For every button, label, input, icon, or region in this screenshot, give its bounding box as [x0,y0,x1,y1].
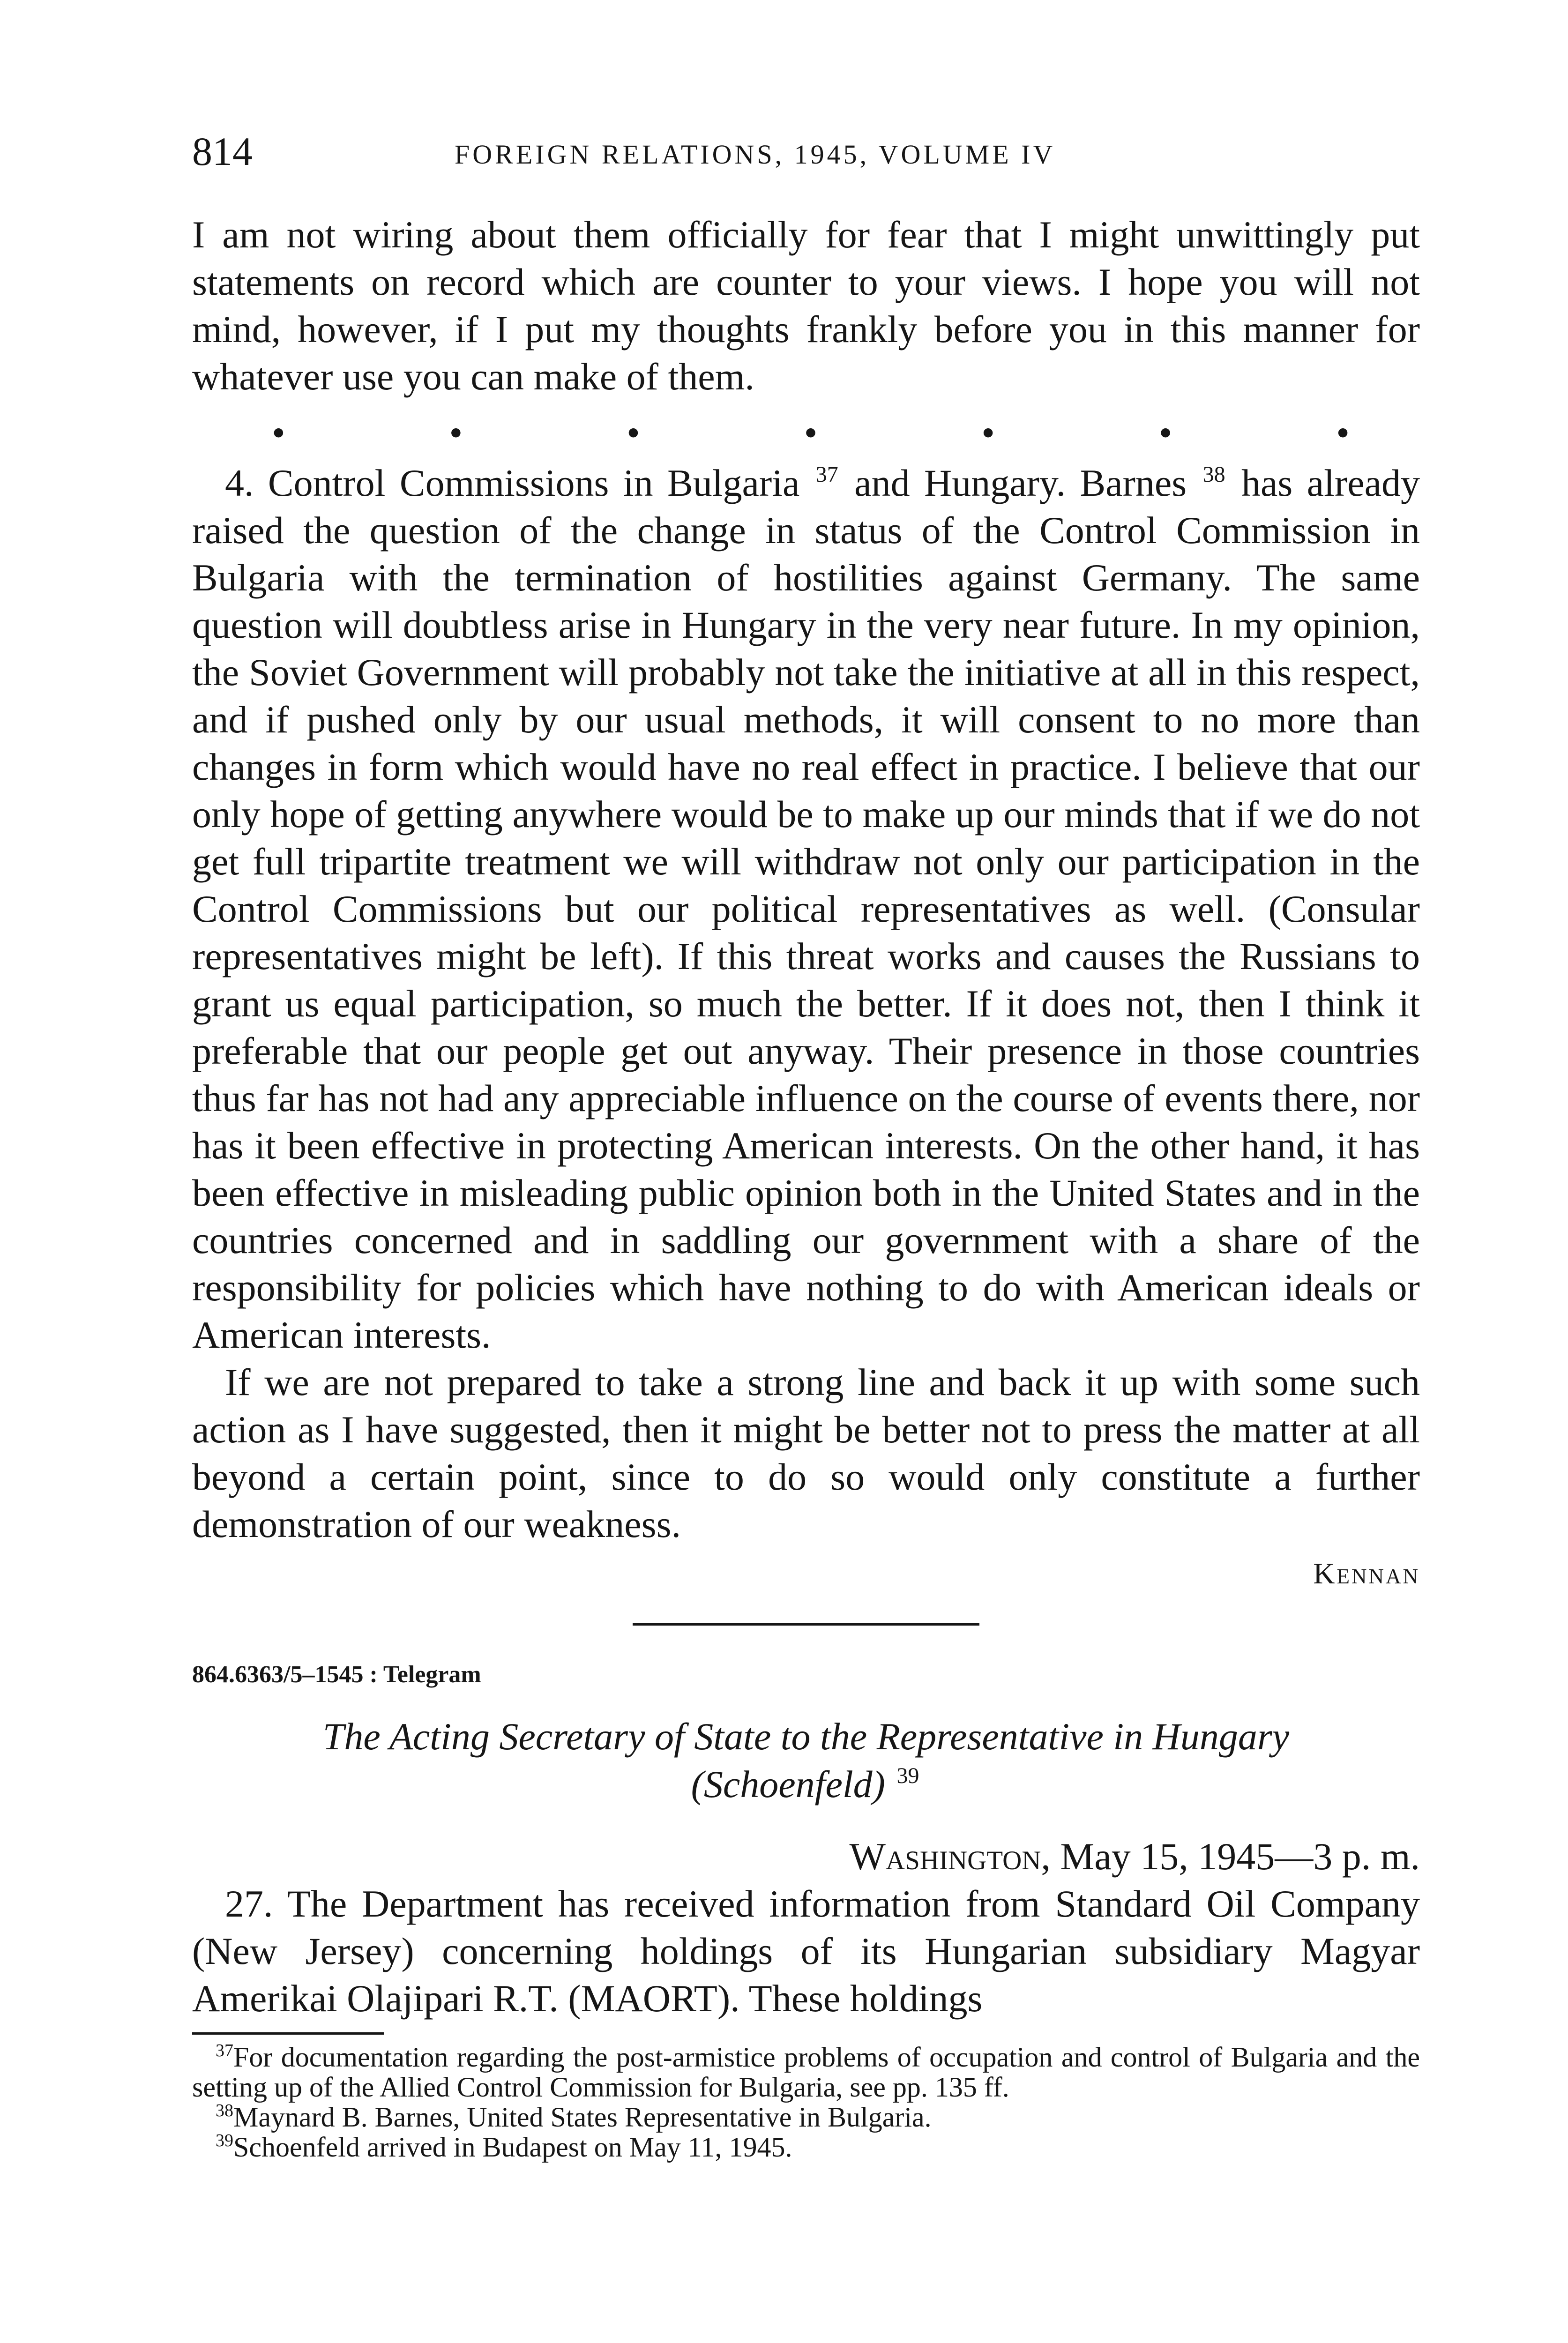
kennan-paragraph-1: I am not wiring about them officially for fear that I might unwittingly put statements on record which are counter to your views. I hope you will not mind, however, if I put my thoughts frankly before you in this manner for whatever use you can make of them. [192,213,1420,398]
telegram-paragraph-27: 27. The Department has received information from Standard Oil Company (New Jersey) concerning holdings of its Hungarian subsidiary Magyar Amerikai Olajipari R.T. (MAORT). These holdings [192,1882,1420,2020]
document-heading [192,1713,1420,1808]
footnote-ref-37: 37 [815,462,838,487]
paragraph-text: and Hungary. Barnes [854,462,1187,504]
omission-dot: • [449,411,463,454]
kennan-paragraph-control-commissions [192,459,1420,1358]
omission-dot: • [272,411,285,454]
running-head: FOREIGN RELATIONS, 1945, VOLUME IV [455,139,1056,170]
heading-line-2 [192,1761,1420,1808]
page-body [192,211,1420,2162]
signature: Kennan [1313,1557,1420,1590]
heading-addressee: (Schoenfeld) [691,1763,885,1806]
page-number: 814 [192,129,253,174]
footnote-39 [192,2132,1420,2162]
dateline [192,1833,1420,1880]
page-header [192,126,1420,177]
footnote-text: For documentation regarding the post-armistice problems of occupation and control of Bulgaria and the setting up of the Allied Control Commission for Bulgaria, see pp. 135 ff. [192,2042,1420,2103]
dateline-date: , May 15, 1945—3 p. m. [1041,1835,1420,1878]
footnote-text: Schoenfeld arrived in Budapest on May 11, 1945. [233,2132,792,2163]
footnote-37 [192,2042,1420,2102]
footnote-text: Maynard B. Barnes, United States Representative in Bulgaria. [233,2102,932,2133]
omission-dot: • [981,411,995,454]
omission-marker [192,410,1420,456]
footnote-divider [192,2032,384,2035]
paragraph-text: has already raised the question of the change in status of the Control Commission in Bulgaria with the termination of hostilities against Germany. The same question will doubtless arise in Hungary in the very near future. In my opinion, the Soviet Government will probably not take the initiative at all in this respect, and if pushed only by our usual methods, it will consent to no more than changes in form which would have no real effect in practice. I believe that our only hope of getting anywhere would be to make up our minds that if we do not get full tripartite treatment we will withdraw not only our participation in the Control Commissions but our political representatives as well. (Consular representatives might be left). If this threat works and causes the Russians to grant us equal participation, so much the better. If it does not, then I think it preferable that our people get out anyway. Their presence in those countries thus far has not had any appreciable influence on the course of events there, nor has it been effective in protecting American interests. On the other hand, it has been effective in misleading public opinion both in the United States and in the countries concerned and in saddling our government with a share of the responsibility for policies which have nothing to do with American ideals or American interests. [192,462,1420,1356]
footnote-ref-38: 38 [1202,462,1225,487]
heading-line-1: The Acting Secretary of State to the Representative in Hungary [322,1715,1290,1758]
omission-dot: • [627,411,640,454]
kennan-paragraph-3: If we are not prepared to take a strong line and back it up with some such action as I have suggested, then it might be better not to press the matter at all beyond a certain point, since to do so would only constitute a further demonstration of our weakness. [192,1361,1420,1545]
footnote-number: 38 [216,2101,233,2120]
footnote-number: 37 [216,2041,233,2060]
footnote-number: 39 [216,2131,233,2150]
footnote-ref-39: 39 [896,1763,919,1788]
paragraph-text: 4. Control Commissions in Bulgaria [225,462,800,504]
footnotes [192,2042,1420,2162]
footnote-38 [192,2102,1420,2132]
dateline-city: Washington [849,1835,1041,1878]
file-reference: 864.6363/5–1545 : Telegram [192,1661,481,1688]
omission-dot: • [1336,411,1350,454]
section-divider [633,1623,979,1626]
omission-dot: • [1158,411,1172,454]
omission-dot: • [804,411,818,454]
